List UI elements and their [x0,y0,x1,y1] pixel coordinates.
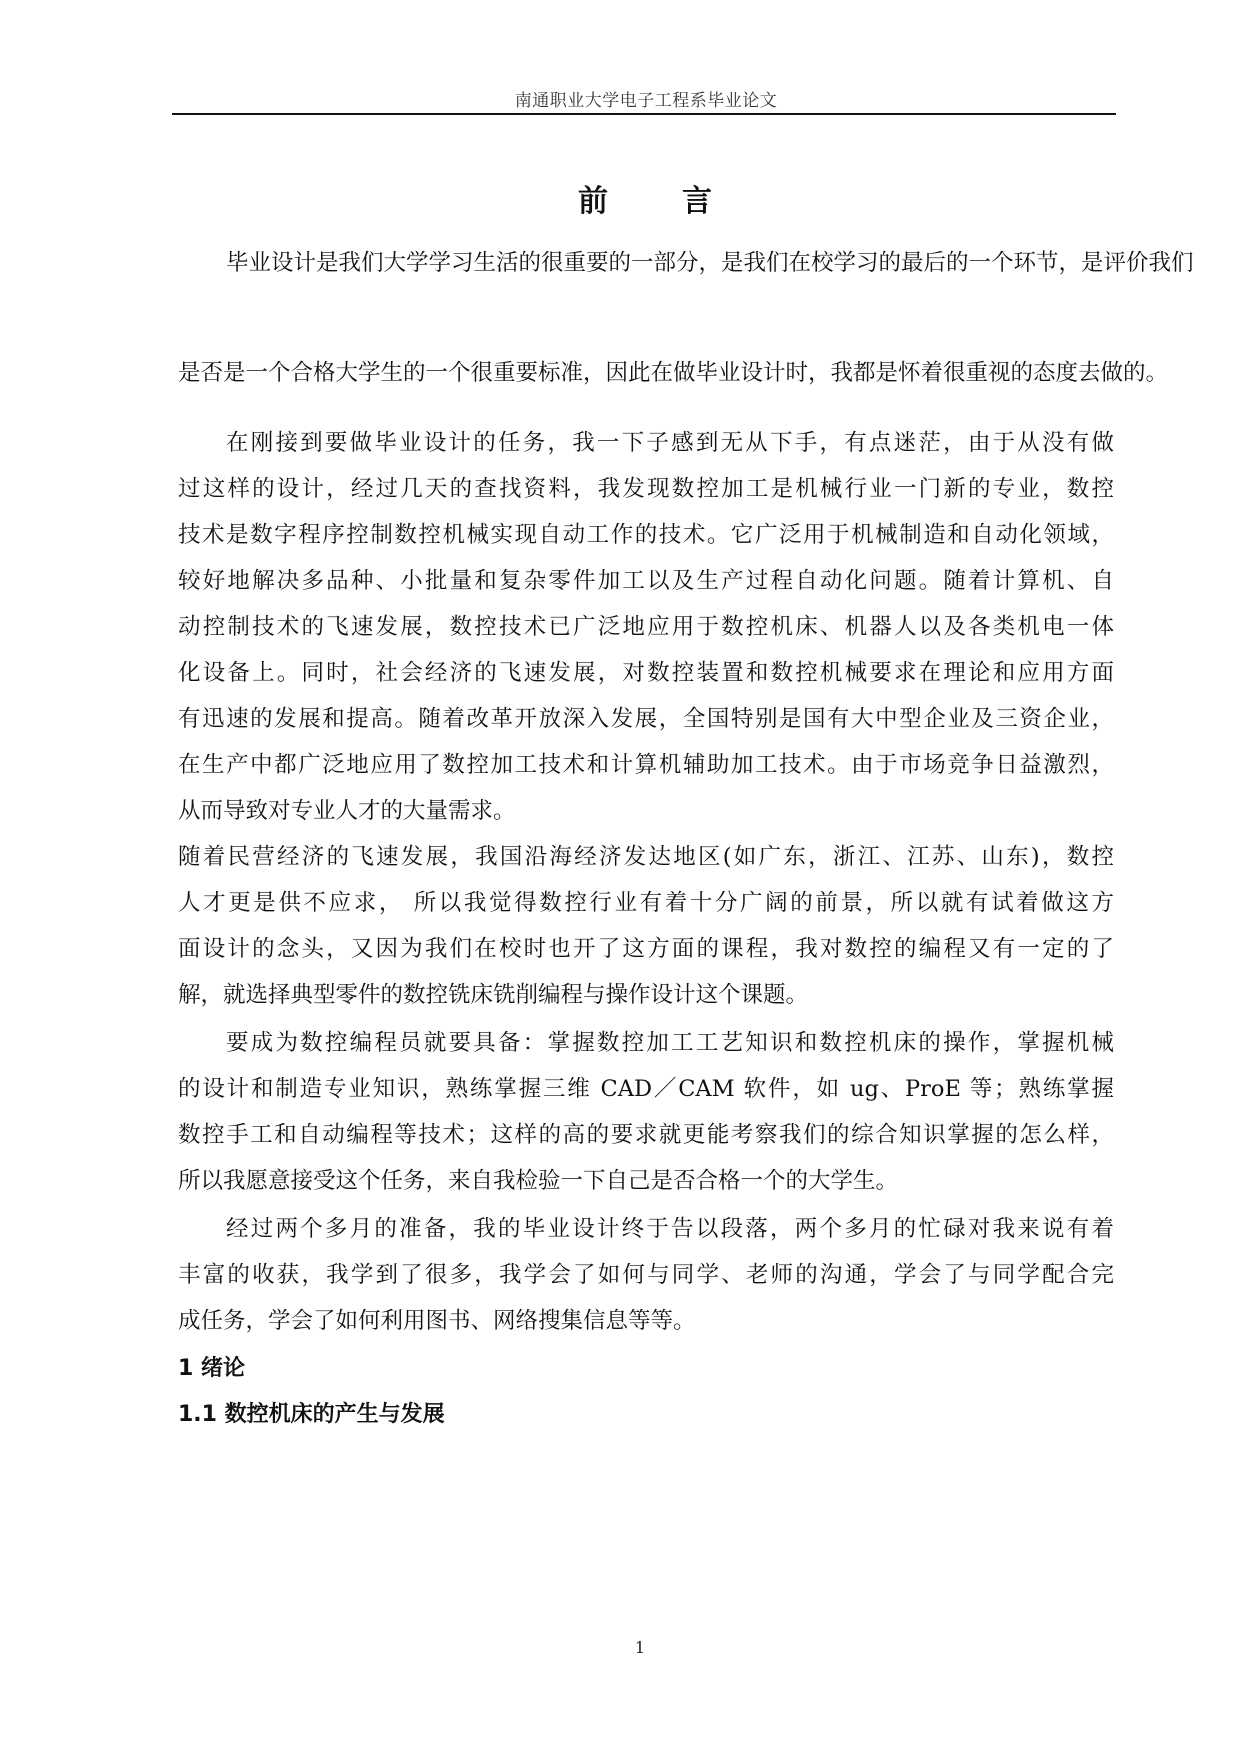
paragraph-1-line-1: 毕业设计是我们大学学习生活的很重要的一部分，是我们在校学习的最后的一个环节，是评价我们 [226,250,1194,276]
chapter-heading: 1 绪论 [178,1356,245,1381]
paragraph-3-line-3: 面设计的念头，又因为我们在校时也开了这方面的课程，我对数控的编程又有一定的了 [178,936,1114,962]
paragraph-2-line-5: 动控制技术的飞速发展，数控技术已广泛地应用于数控机床、机器人以及各类机电一体 [178,614,1114,640]
paragraph-2-line-4: 较好地解决多品种、小批量和复杂零件加工以及生产过程自动化问题。随着计算机、自 [178,568,1114,594]
paragraph-2-line-1: 在刚接到要做毕业设计的任务，我一下子感到无从下手，有点迷茫，由于从没有做 [226,430,1114,456]
paragraph-5-line-1: 经过两个多月的准备，我的毕业设计终于告以段落，两个多月的忙碌对我来说有着 [226,1216,1114,1242]
paragraph-5-line-2: 丰富的收获，我学到了很多，我学会了如何与同学、老师的沟通，学会了与同学配合完 [178,1262,1114,1288]
paragraph-4-line-3: 数控手工和自动编程等技术；这样的高的要求就更能考察我们的综合知识掌握的怎么样， [178,1122,1114,1148]
paragraph-2-line-9: 从而导致对专业人才的大量需求。 [178,798,516,824]
paragraph-5-line-3: 成任务，学会了如何利用图书、网络搜集信息等等。 [178,1308,696,1334]
paragraph-2-line-6: 化设备上。同时，社会经济的飞速发展，对数控装置和数控机械要求在理论和应用方面 [178,660,1114,686]
paragraph-2-line-7: 有迅速的发展和提高。随着改革开放深入发展，全国特别是国有大中型企业及三资企业， [178,706,1114,732]
header-rule [172,113,1116,115]
paragraph-4-line-1: 要成为数控编程员就要具备：掌握数控加工工艺知识和数控机床的操作，掌握机械 [226,1030,1114,1056]
paragraph-4-line-2: 的设计和制造专业知识，熟练掌握三维 CAD／CAM 软件，如 ug、ProE 等；熟练掌握 [178,1076,1114,1102]
paragraph-2-line-8: 在生产中都广泛地应用了数控加工技术和计算机辅助加工技术。由于市场竞争日益激烈， [178,752,1114,778]
page-title-part-2: 言 [682,184,714,219]
paragraph-4-line-4: 所以我愿意接受这个任务，来自我检验一下自己是否合格一个的大学生。 [178,1168,899,1194]
page-title-part-1: 前 [578,184,610,219]
paragraph-3-line-2: 人才更是供不应求， 所以我觉得数控行业有着十分广阔的前景，所以就有试着做这方 [178,890,1114,916]
paragraph-3-line-1: 随着民营经济的飞速发展，我国沿海经济发达地区(如广东，浙江、江苏、山东)，数控 [178,844,1114,870]
running-header: 南通职业大学电子工程系毕业论文 [514,91,778,111]
paragraph-2-line-3: 技术是数字程序控制数控机械实现自动工作的技术。它广泛用于机械制造和自动化领域， [178,522,1114,548]
page-title [176,176,1116,220]
page-number: 1 [634,1638,646,1657]
paragraph-1-line-2: 是否是一个合格大学生的一个很重要标准，因此在做毕业设计时，我都是怀着很重视的态度去做的。 [178,360,1169,386]
paragraph-3-line-4: 解，就选择典型零件的数控铣床铣削编程与操作设计这个课题。 [178,982,809,1008]
paragraph-2-line-2: 过这样的设计，经过几天的查找资料，我发现数控加工是机械行业一门新的专业，数控 [178,476,1114,502]
section-heading: 1.1 数控机床的产生与发展 [178,1402,445,1427]
